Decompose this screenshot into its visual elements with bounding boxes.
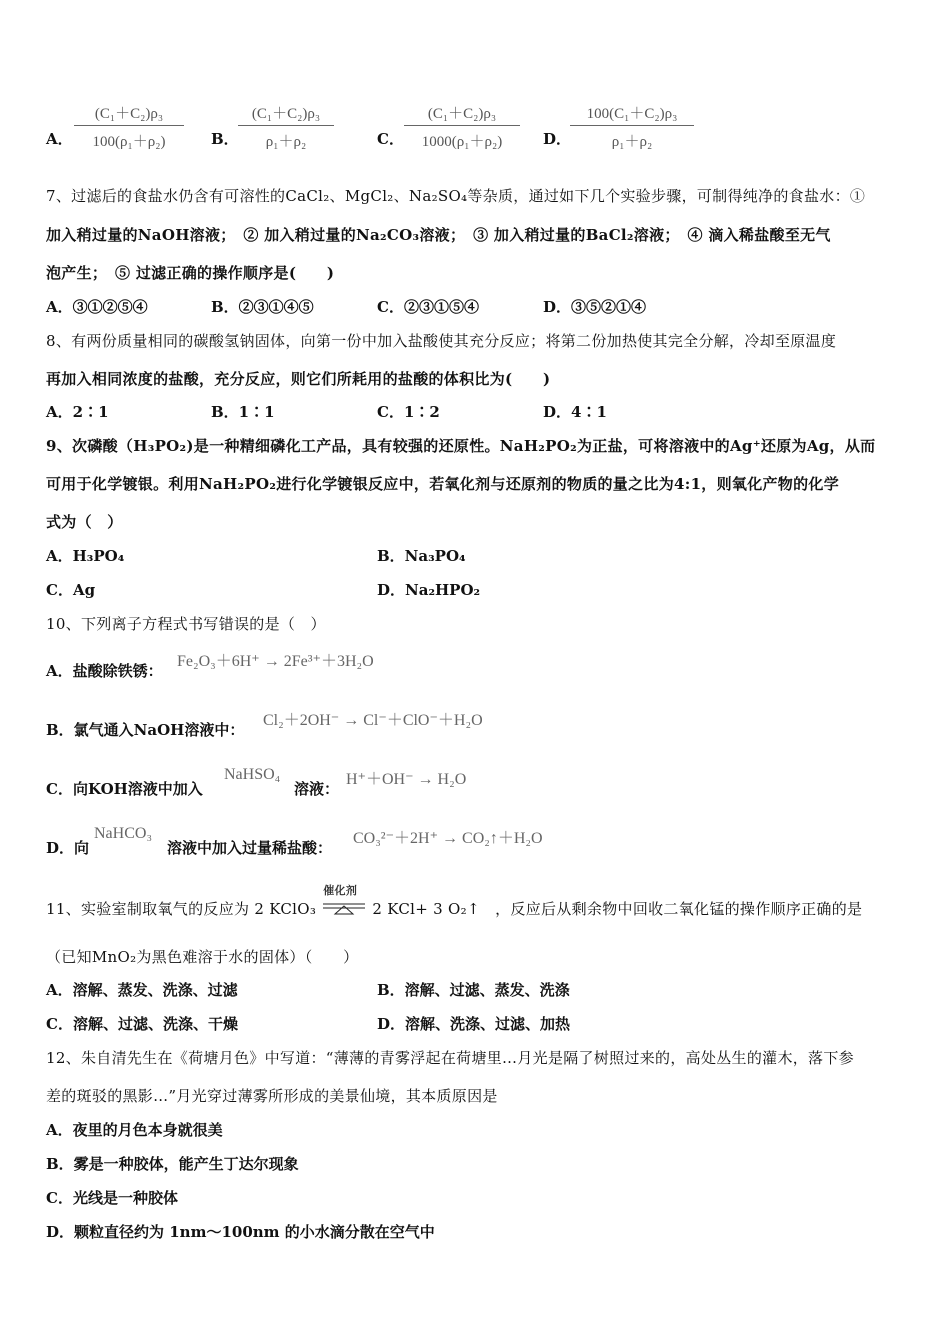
q7-stem-line-3: 泡产生； ⑤ 过滤正确的操作顺序是( ) [46, 264, 335, 282]
q11-stem-part-b: 2 KCl+ 3 O₂↑ ，反应后从剩余物中回收二氧化锰的操作顺序正确的是 [372, 900, 863, 918]
q10-option-c-reagent: NaHSO₄ [224, 766, 281, 783]
q6-option-a-denominator: 100(ρ₁＋ρ₂) [92, 134, 166, 150]
q11-stem-line-2: （已知MnO₂为黑色难溶于水的固体）（ ） [46, 948, 359, 966]
q6-option-b-denominator: ρ₁＋ρ₂ [265, 134, 307, 150]
q11-stem-line-1 [46, 884, 863, 919]
q8-option-d: D．4∶1 [543, 403, 607, 421]
q6-option-c-label: C． [377, 130, 404, 148]
q12-option-d: D．颗粒直径约为 1nm～100nm 的小水滴分散在空气中 [46, 1223, 435, 1241]
q9-option-c: C．Ag [46, 581, 96, 599]
q9-option-a: A．H₃PO₄ [46, 547, 125, 565]
q11-option-b: B．溶解、过滤、蒸发、洗涤 [377, 981, 570, 999]
q11-option-d: D．溶解、洗涤、过滤、加热 [377, 1015, 571, 1033]
q12-option-c: C．光线是一种胶体 [46, 1189, 178, 1207]
q7-option-c: C．②③①⑤④ [377, 298, 479, 316]
q8-option-c: C．1∶2 [377, 403, 440, 421]
q6-option-a-label: A． [46, 130, 73, 148]
q9-stem-line-1: 9、次磷酸（H₃PO₂)是一种精细磷化工产品，具有较强的还原性。NaH₂PO₂为正盐，可将溶液中的Ag⁺还原为Ag，从而 [46, 437, 876, 455]
q8-stem-line-2: 再加入相同浓度的盐酸，充分反应，则它们所耗用的盐酸的体积比为( ) [46, 370, 551, 388]
q9-stem-line-2: 可用于化学镀银。利用NaH₂PO₂进行化学镀银反应中，若氧化剂与还原剂的物质的量之比为4:1，则氧化产物的化学 [46, 475, 840, 493]
q9-option-d: D．Na₂HPO₂ [377, 581, 481, 599]
q7-stem-line-2: 加入稍过量的NaOH溶液； ② 加入稍过量的Na₂CO₃溶液； ③ 加入稍过量的BaCl₂溶液； ④ 滴入稀盐酸至无气 [46, 226, 831, 244]
q6-option-a-fraction [74, 102, 184, 151]
q10-option-d-formula: CO₃²⁻＋2H⁺ → CO₂↑＋H₂O [353, 830, 543, 847]
q7-option-d: D．③⑤②①④ [543, 298, 647, 316]
q8-option-a: A．2∶1 [46, 403, 109, 421]
q7-option-b: B．②③①④⑤ [211, 298, 314, 316]
q11-reaction-condition [321, 884, 367, 916]
q8-stem-line-1: 8、有两份质量相同的碳酸氢钠固体，向第一份中加入盐酸使其充分反应；将第二份加热使其完全分解，冷却至原温度 [46, 332, 837, 350]
q6-option-b-numerator: (C₁＋C₂)ρ₃ [238, 102, 334, 126]
q11-heat-triangle-icon [321, 898, 367, 918]
q7-option-a: A．③①②⑤④ [46, 298, 148, 316]
q10-option-d-text-1: D．向 [46, 839, 90, 857]
q10-option-c-text-1: C．向KOH溶液中加入 [46, 780, 203, 798]
q10-option-c-text-2: 溶液： [294, 780, 340, 798]
q6-option-d-numerator: 100(C₁＋C₂)ρ₃ [570, 102, 694, 126]
q6-option-a-numerator: (C₁＋C₂)ρ₃ [74, 102, 184, 126]
q6-option-d-denominator: ρ₁＋ρ₂ [611, 134, 653, 150]
q10-stem: 10、下列离子方程式书写错误的是（ ） [46, 615, 326, 633]
q10-option-b-text: B．氯气通入NaOH溶液中： [46, 721, 245, 739]
q7-stem-line-1: 7、过滤后的食盐水仍含有可溶性的CaCl₂、MgCl₂、Na₂SO₄等杂质，通过如下几个实验步骤，可制得纯净的食盐水：① [46, 187, 866, 205]
q10-option-d-reagent: NaHCO₃ [94, 825, 153, 842]
q6-option-c-numerator: (C₁＋C₂)ρ₃ [404, 102, 520, 126]
q11-stem-part-a: 11、实验室制取氧气的反应为 2 KClO₃ [46, 900, 317, 918]
q9-stem-line-3: 式为（ ） [46, 513, 123, 531]
q6-option-b-fraction [238, 102, 334, 151]
q12-option-b: B．雾是一种胶体，能产生丁达尔现象 [46, 1155, 299, 1173]
q11-catalyst-label: 催化剂 [323, 884, 358, 897]
q9-option-b: B．Na₃PO₄ [377, 547, 466, 565]
q6-option-c-denominator: 1000(ρ₁＋ρ₂) [421, 134, 503, 150]
q6-option-d-fraction [570, 102, 694, 151]
q6-option-c-fraction [404, 102, 520, 151]
q10-option-a-text: A．盐酸除铁锈： [46, 662, 163, 680]
q11-option-c: C．溶解、过滤、洗涤、干燥 [46, 1015, 238, 1033]
q10-option-d-text-2: 溶液中加入过量稀盐酸： [167, 839, 333, 857]
q6-option-d-label: D． [543, 130, 572, 148]
q8-option-b: B．1∶1 [211, 403, 275, 421]
q6-option-b-label: B． [211, 130, 239, 148]
q10-option-b-formula: Cl₂＋2OH⁻ → Cl⁻＋ClO⁻＋H₂O [263, 712, 483, 729]
q10-option-a-formula: Fe₂O₃＋6H⁺ → 2Fe³⁺＋3H₂O [177, 653, 374, 670]
q12-stem-line-1: 12、朱自清先生在《荷塘月色》中写道：“薄薄的青雾浮起在荷塘里…月光是隔了树照过来的，高处丛生的灌木，落下参 [46, 1049, 854, 1067]
q10-option-c-formula: H⁺＋OH⁻ → H₂O [346, 771, 467, 788]
q12-stem-line-2: 差的斑驳的黑影…”月光穿过薄雾所形成的美景仙境，其本质原因是 [46, 1087, 498, 1105]
q11-option-a: A．溶解、蒸发、洗涤、过滤 [46, 981, 238, 999]
q12-option-a: A．夜里的月色本身就很美 [46, 1121, 223, 1139]
